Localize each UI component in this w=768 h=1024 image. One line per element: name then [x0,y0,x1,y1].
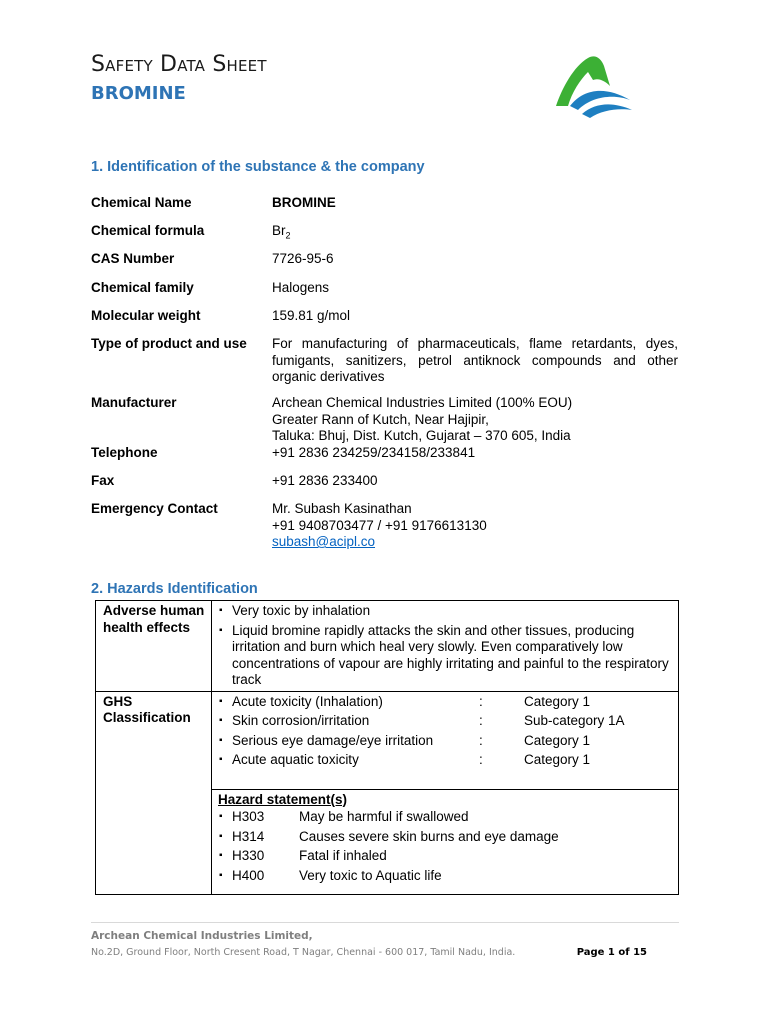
product-use-label: Type of product and use [91,336,247,351]
list-item: ▪ H330 Fatal if inhaled [219,848,387,863]
hazard-statements-list [218,809,672,884]
list-item: ▪ Acute toxicity (Inhalation) : Category 1 [219,693,591,709]
square-bullet-icon: ▪ [219,695,223,707]
square-bullet-icon: ▪ [219,830,223,842]
emergency-contact-label: Emergency Contact [91,501,218,516]
telephone-value: +91 2836 234259/234158/233841 [272,445,476,460]
manufacturer-line-2: Greater Rann of Kutch, Near Hajipir, [272,411,489,427]
adverse-effects-list [218,603,672,689]
ghs-classification-list [218,694,672,769]
list-item: ▪ Skin corrosion/irritation : Sub-category 1A [219,713,625,728]
list-item: ▪ Serious eye damage/eye irritation : Category 1 [219,732,591,748]
footer-address: No.2D, Ground Floor, North Cresent Road, T Nagar, Chennai - 600 017, Tamil Nadu, India. [91,947,516,958]
square-bullet-icon: ▪ [219,811,223,822]
emergency-contact-phones: +91 9408703477 / +91 9176613130 [272,517,487,533]
logo-blue-wave-lower [582,104,632,118]
emergency-contact-name: Mr. Subash Kasinathan [272,501,412,516]
square-bullet-icon: ▪ [219,605,223,616]
hazard-statements-title: Hazard statement(s) [218,791,348,807]
list-item: ▪ H314 Causes severe skin burns and eye damage [219,828,559,844]
manufacturer-line-3: Taluka: Bhuj, Dist. Kutch, Gujarat – 370 605, India [272,428,571,443]
manufacturer-value [272,395,678,445]
footer-company: Archean Chemical Industries Limited, [91,930,313,942]
molecular-weight-label: Molecular weight [91,308,201,323]
chemical-family-value: Halogens [272,280,330,295]
list-item: ▪ Very toxic by inhalation [219,603,371,618]
chemical-name-label: Chemical Name [91,195,192,210]
page-number: Page 1 of 15 [576,947,647,958]
list-item: ▪ H303 May be harmful if swallowed [219,809,469,824]
footer-divider [91,922,679,923]
formula-subscript: 2 [285,230,291,241]
document-subtitle: BROMINE [91,83,186,104]
manufacturer-label: Manufacturer [91,395,177,410]
list-item: ▪ Acute aquatic toxicity : Category 1 [219,752,591,767]
adverse-effects-row [96,601,679,692]
square-bullet-icon: ▪ [219,869,223,881]
section-1-heading: 1. Identification of the substance & the company [91,159,425,175]
manufacturer-line-1: Archean Chemical Industries Limited (100% EOU) [272,395,573,410]
emergency-email-link[interactable]: subash@acipl.co [272,534,376,549]
adverse-effects-label: Adverse human health effects [96,601,212,692]
molecular-weight-value: 159.81 g/mol [272,308,351,323]
list-item: ▪ Liquid bromine rapidly attacks the skin and other tissues, producing irritation and burn which heal very slowly. Even comparatively low concentrations of vapour are highly irritating and painful to the respiratory track [219,622,669,687]
chemical-name-value: BROMINE [272,195,336,210]
fax-value: +91 2836 233400 [272,473,378,488]
ghs-classification-label: GHS Classification [96,691,212,895]
chemical-formula-value [272,223,678,244]
product-use-value: For manufacturing of pharmaceuticals, flame retardants, dyes, fumigants, sanitizers, petrol antiknock compounds and other organic derivatives [272,336,678,384]
emergency-contact-value [272,501,678,551]
square-bullet-icon: ▪ [219,850,223,861]
hazard-statements-cell [212,789,679,895]
cas-number-label: CAS Number [91,251,175,266]
chemical-formula-label: Chemical formula [91,223,205,238]
section-2-heading: 2. Hazards Identification [91,581,258,597]
fax-label: Fax [91,473,115,488]
chemical-family-label: Chemical family [91,280,194,295]
cas-number-value: 7726-95-6 [272,251,334,266]
square-bullet-icon: ▪ [219,734,223,746]
formula-base: Br [272,223,286,238]
square-bullet-icon: ▪ [219,715,223,726]
adverse-effects-cell [212,601,679,692]
ghs-classification-row [96,691,679,789]
list-item: ▪ H400 Very toxic to Aquatic life [219,867,442,883]
document-title: Safety Data Sheet [91,52,267,77]
company-logo-icon [548,50,638,120]
square-bullet-icon: ▪ [219,754,223,765]
hazards-table [95,600,679,895]
ghs-classification-cell [212,691,679,789]
square-bullet-icon: ▪ [219,624,223,636]
telephone-label: Telephone [91,445,158,460]
